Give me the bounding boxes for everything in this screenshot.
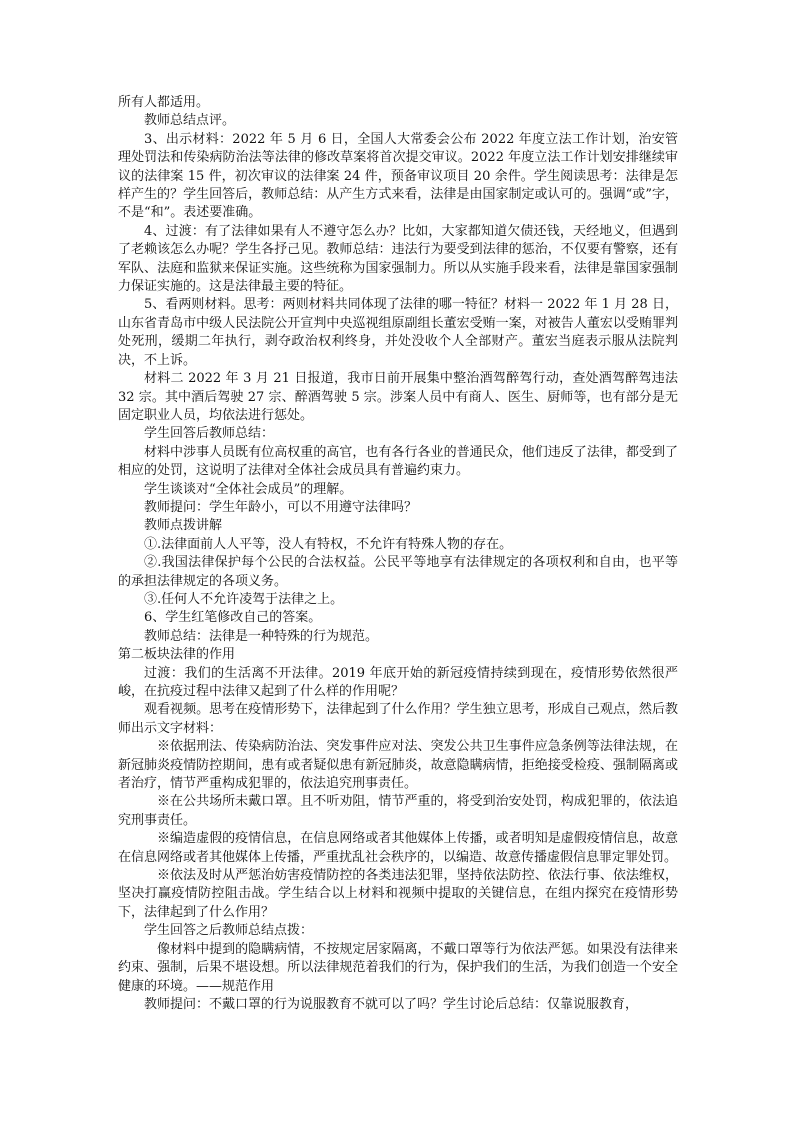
paragraph: 5、看两则材料。思考：两则材料共同体现了法律的哪一特征？材料一 2022 年 1 月 28 日，山东省青岛市中级人民法院公开宣判中央巡视组原副组长董宏受贿一案，对被告人董宏以受贿罪判处死刑，缓期二年执行，剥夺政治权利终身，并处没收个人全部财产。董宏当庭表示服从法院判决，不上诉。 [118,297,678,368]
paragraph: 教师总结：法律是一种特殊的行为规范。 [144,628,379,644]
paragraph: ②.我国法律保护每个公民的合法权益。公民平等地享有法律规定的各项权利和自由，也平等的承担法律规定的各项义务。 [118,555,678,589]
lesson-plan-body [118,94,678,1014]
paragraph: 教师点拨讲解 [144,518,223,534]
paragraph: 教师提问：学生年龄小，可以不用遵守法律吗？ [144,499,418,515]
paragraph: 教师总结点评。 [144,113,236,129]
paragraph: 所有人都适用。 [118,95,210,110]
paragraph: ※依据刑法、传染病防治法、突发事件应对法、突发公共卫生事件应急条例等法律法规，在新冠肺炎疫情防控期间，患有或者疑似患有新冠肺炎，故意隐瞒病情，拒绝接受检疫、强制隔离或者治疗，情节严重构成犯罪的，依法追究刑事责任。 [118,739,678,792]
paragraph: ※依法及时从严惩治妨害疫情防控的各类违法犯罪，坚持依法防控、依法行事、依法维权，坚决打赢疫情防控阻击战。学生结合以上材料和视频中提取的关键信息，在组内探究在疫情形势下，法律起到了什么作用？ [118,868,678,920]
paragraph: 观看视频。思考在疫情形势下，法律起到了什么作用？学生独立思考，形成自己观点，然后教师出示文字材料： [118,702,678,736]
paragraph: 材料二 2022 年 3 月 21 日报道，我市日前开展集中整治酒驾醉驾行动，查处酒驾醉驾违法 32 宗。其中酒后驾驶 27 宗、醉酒驾驶 5 宗。涉案人员中有商人、医生、厨师等，也有部分是无固定职业人员，均依法进行惩处。 [118,371,678,423]
paragraph: 材料中涉事人员既有位高权重的高官，也有各行各业的普通民众，他们违反了法律，都受到了相应的处罚，这说明了法律对全体社会成员具有普遍约束力。 [118,444,678,479]
paragraph: 6、学生红笔修改自己的答案。 [144,610,322,626]
paragraph: 学生回答后教师总结： [144,426,275,442]
paragraph: ※编造虚假的疫情信息，在信息网络或者其他媒体上传播，或者明知是虚假疫情信息，故意在信息网络或者其他媒体上传播，严重扰乱社会秩序的，以编造、故意传播虚假信息罪定罪处罚。 [118,831,678,865]
paragraph: 过渡：我们的生活离不开法律。2019 年底开始的新冠疫情持续到现在，疫情形势依然很严峻，在抗疫过程中法律又起到了什么样的作用呢？ [118,665,678,699]
paragraph: 教师提问：不戴口罩的行为说服教育不就可以了吗？学生讨论后总结：仅靠说服教育， [144,996,639,1012]
paragraph: ※在公共场所未戴口罩。且不听劝阻，情节严重的，将受到治安处罚，构成犯罪的，依法追究刑事责任。 [118,794,678,828]
paragraph: ③.任何人不允许凌驾于法律之上。 [144,591,344,607]
paragraph: 4、过渡：有了法律如果有人不遵守怎么办？比如，大家都知道欠债还钱，天经地义，但遇到了老赖该怎么办呢？学生各抒己见。教师总结：违法行为要受到法律的惩治，不仅要有警察，还有军队、法庭和监狱来保证实施。这些统称为国家强制力。所以从实施手段来看，法律是靠国家强制力保证实施的。这是法律最主要的特征。 [118,223,678,295]
paragraph: ①.法律面前人人平等，没人有特权，不允许有特殊人物的存在。 [144,536,513,552]
paragraph: 像材料中提到的隐瞒病情，不按规定居家隔离，不戴口罩等行为依法严惩。如果没有法律来约束、强制，后果不堪设想。所以法律规范着我们的行为，保护我们的生活，为我们创造一个安全健康的环境。——规范作用 [118,941,678,994]
paragraph: 3、出示材料：2022 年 5 月 6 日，全国人大常委会公布 2022 年度立法工作计划，治安管理处罚法和传染病防治法等法律的修改草案将首次提交审议。2022 年度立法工作计划安排继续审议的法律案 15 件，初次审议的法律案 24 件，预备审议项目 20 余件。学生阅读思考：法律是怎样产生的？学生回答后，教师总结：从产生方式来看，法律是由国家制定或认可的。强调“或”字，不是“和”。表述要准确。 [118,131,678,221]
section-heading: 第二板块法律的作用 [118,647,236,663]
paragraph: 学生回答之后教师总结点拨： [144,923,314,939]
paragraph: 学生谈谈对“全体社会成员”的理解。 [144,481,353,497]
